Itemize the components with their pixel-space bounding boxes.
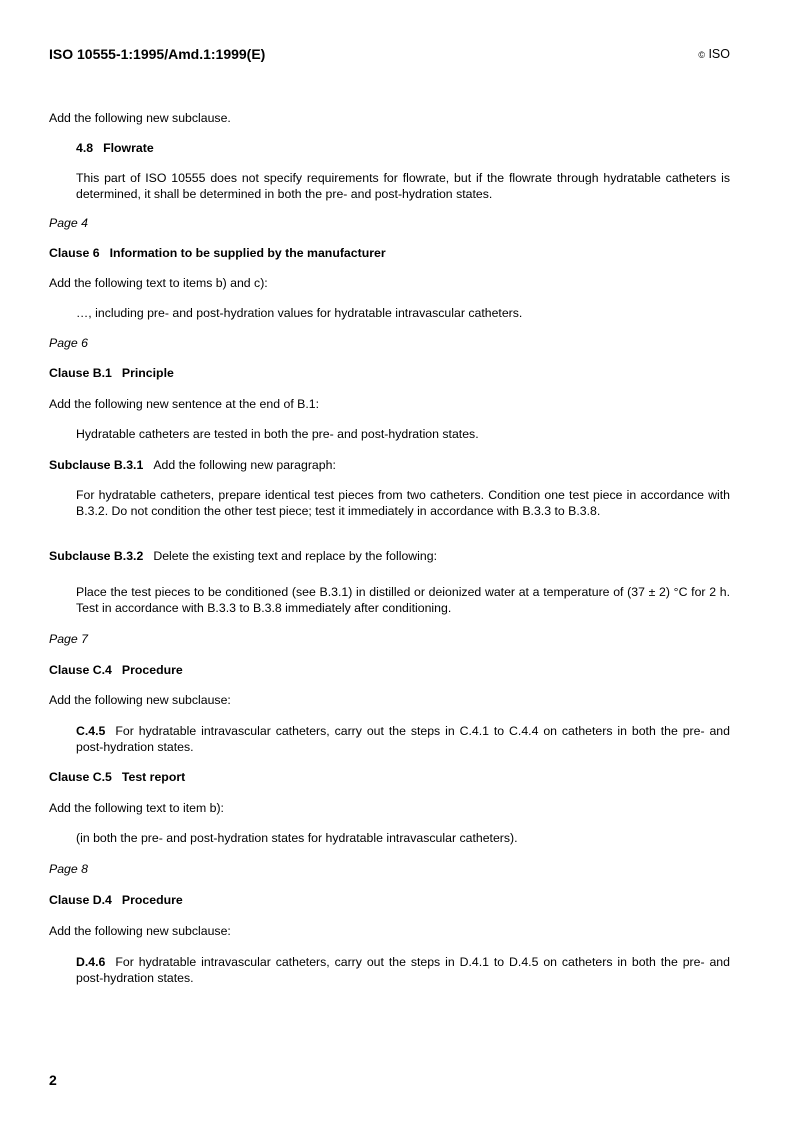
subclause-title: Flowrate <box>103 141 154 155</box>
subclause-heading <box>76 141 730 156</box>
page-number: 2 <box>49 1072 57 1088</box>
amendment-text: Hydratable catheters are tested in both the pre- and post-hydration states. <box>76 427 479 441</box>
copyright-notice <box>698 47 730 61</box>
amendment-text: …, including pre- and post-hydration values for hydratable intravascular catheters. <box>76 306 523 320</box>
clause-title: Information to be supplied by the manufacturer <box>109 246 386 260</box>
page-reference: Page 6 <box>49 336 88 350</box>
subclause-instruction: Delete the existing text and replace by the following: <box>153 549 438 563</box>
subclause-label: Subclause B.3.1 <box>49 458 144 472</box>
page-reference: Page 4 <box>49 216 88 230</box>
clause-label: Clause 6 <box>49 246 100 260</box>
page-reference: Page 8 <box>49 862 88 876</box>
instruction-text: Add the following new subclause: <box>49 924 231 938</box>
page-header <box>49 46 730 68</box>
subclause-text: For hydratable intravascular catheters, carry out the steps in D.4.1 to D.4.5 on catheters in both the pre- and post-hydration states. <box>76 955 730 985</box>
clause-label: Clause C.4 <box>49 663 112 677</box>
amendment-paragraph: For hydratable catheters, prepare identical test pieces from two catheters. Condition one test piece in accordance with B.3.2. Do not condition the other test piece; test it immediately in accordance with B.3.3 to B.3.8. <box>76 488 730 518</box>
subclause-instruction: Add the following new paragraph: <box>153 458 336 472</box>
clause-title: Principle <box>121 366 174 380</box>
amendment-text: (in both the pre- and post-hydration states for hydratable intravascular catheters). <box>76 831 518 845</box>
clause-heading <box>49 663 730 678</box>
instruction-text: Add the following new subclause: <box>49 693 231 707</box>
subclause-heading <box>49 458 730 473</box>
subclause-number: 4.8 <box>76 141 94 155</box>
copyright-symbol: © <box>698 50 705 60</box>
clause-label: Clause B.1 <box>49 366 112 380</box>
instruction-text: Add the following new subclause. <box>49 111 231 125</box>
page-reference: Page 7 <box>49 632 88 646</box>
amendment-paragraph: Place the test pieces to be conditioned (see B.3.1) in distilled or deionized water at a temperature of (37 ± 2) °C for 2 h. Test in accordance with B.3.3 to B.3.8 immediately after conditioning. <box>76 585 730 615</box>
clause-heading <box>49 893 730 908</box>
subclause-number: D.4.6 <box>76 955 106 969</box>
subclause-label: Subclause B.3.2 <box>49 549 144 563</box>
instruction-text: Add the following text to items b) and c): <box>49 276 268 290</box>
subclause-paragraph: This part of ISO 10555 does not specify requirements for flowrate, but if the flowrate through hydratable catheters is determined, it shall be determined in both the pre- and post-hydration states. <box>76 171 730 201</box>
copyright-org: ISO <box>708 47 730 61</box>
clause-heading <box>49 246 730 261</box>
document-id: ISO 10555-1:1995/Amd.1:1999(E) <box>49 46 266 62</box>
clause-title: Procedure <box>121 893 183 907</box>
amendment-paragraph <box>76 955 730 986</box>
clause-title: Procedure <box>121 663 183 677</box>
clause-title: Test report <box>121 770 186 784</box>
clause-heading <box>49 770 730 785</box>
instruction-text: Add the following new sentence at the end of B.1: <box>49 397 320 411</box>
clause-label: Clause D.4 <box>49 893 112 907</box>
clause-heading <box>49 366 730 381</box>
subclause-heading <box>49 549 730 564</box>
subclause-text: For hydratable intravascular catheters, carry out the steps in C.4.1 to C.4.4 on catheters in both the pre- and post-hydration states. <box>76 724 730 754</box>
clause-label: Clause C.5 <box>49 770 112 784</box>
amendment-paragraph <box>76 724 730 755</box>
subclause-number: C.4.5 <box>76 724 106 738</box>
instruction-text: Add the following text to item b): <box>49 801 224 815</box>
